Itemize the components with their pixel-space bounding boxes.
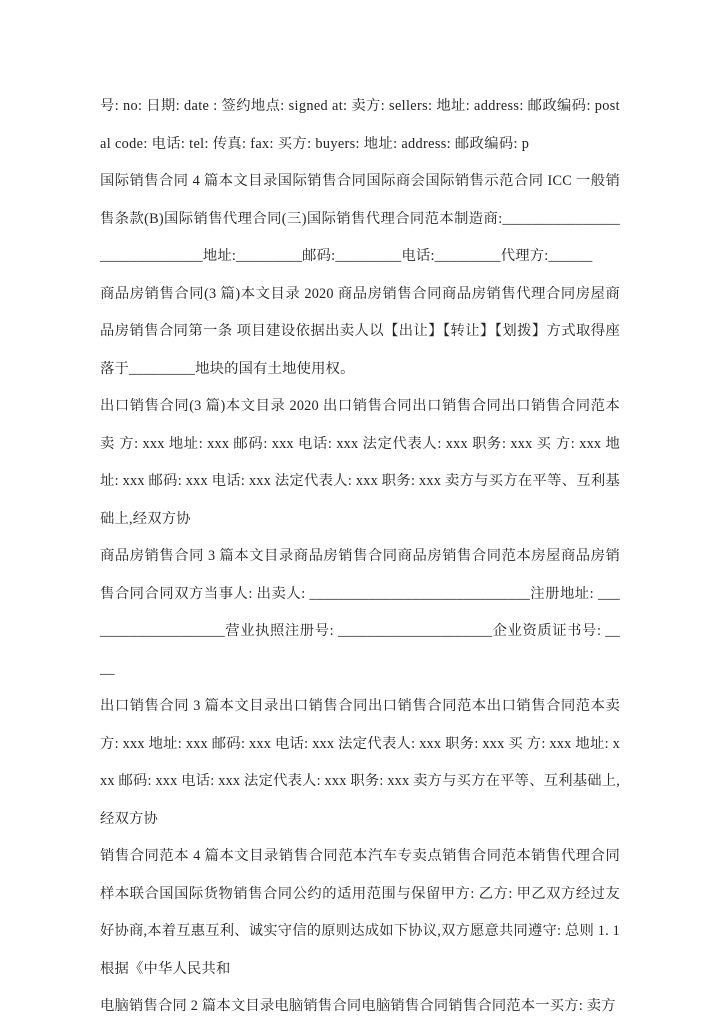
paragraph-contract-header-fields: 号: no: 日期: date : 签约地点: signed at: 卖方: sellers: 地址: address: 邮政编码: postal code: 电话: tel: 传真: fax: 买方: buyers: 地址: address: 邮政编码: p xyxy=(100,98,620,152)
paragraph-export-sales-contract-template: 出口销售合同 3 篇本文目录出口销售合同出口销售合同范本出口销售合同范本卖方: xxx 地址: xxx 邮码: xxx 电话: xxx 法定代表人: xxx 职务: xxx 买 方: xxx 地址: xxx 邮码: xxx 电话: xxx 法定代表人: xxx 职务: xxx 卖方与买方在平等、互利基础上,经双方协 xyxy=(100,698,620,827)
document-body xyxy=(100,88,620,1026)
paragraph-commodity-housing-sales-contract-parties: 商品房销售合同 3 篇本文目录商品房销售合同商品房销售合同范本房屋商品房销售合同合同双方当事人: 出卖人: ______________________________注册地址: ____________________营业执照注册号: _____________________企业资质证书号: ____ xyxy=(100,548,620,677)
paragraph-export-sales-contract-3: 出口销售合同(3 篇)本文目录 2020 出口销售合同出口销售合同出口销售合同范本卖 方: xxx 地址: xxx 邮码: xxx 电话: xxx 法定代表人: xxx 职务: xxx 买 方: xxx 地址: xxx 邮码: xxx 电话: xxx 法定代表人: xxx 职务: xxx 卖方与买方在平等、互利基础上,经双方协 xyxy=(100,398,620,527)
paragraph-sales-contract-template-4: 销售合同范本 4 篇本文目录销售合同范本汽车专卖点销售合同范本销售代理合同样本联合国国际货物销售合同公约的适用范围与保留甲方: 乙方: 甲乙双方经过友好协商,本着互惠互利、诚实守信的原则达成如下协议,双方愿意共同遵守: 总则 1. 1 根据《中华人民共和 xyxy=(100,848,620,977)
paragraph-commodity-housing-sales-contract-3: 商品房销售合同(3 篇)本文目录 2020 商品房销售合同商品房销售代理合同房屋商品房销售合同第一条 项目建设依据出卖人以【出让】【转让】【划拨】方式取得座落于_________地块的国有土地使用权。 xyxy=(100,285,620,377)
paragraph-international-sales-contract: 国际销售合同 4 篇本文目录国际销售合同国际商会国际销售示范合同 ICC 一般销售条款(B)国际销售代理合同(三)国际销售代理合同范本制造商:______________________________地址:_________邮码:_________电话:_________代理方:______ xyxy=(100,173,620,264)
paragraph-computer-sales-contract-2: 电脑销售合同 2 篇本文目录电脑销售合同电脑销售合同销售合同范本一买方: 卖方 xyxy=(100,998,616,1014)
